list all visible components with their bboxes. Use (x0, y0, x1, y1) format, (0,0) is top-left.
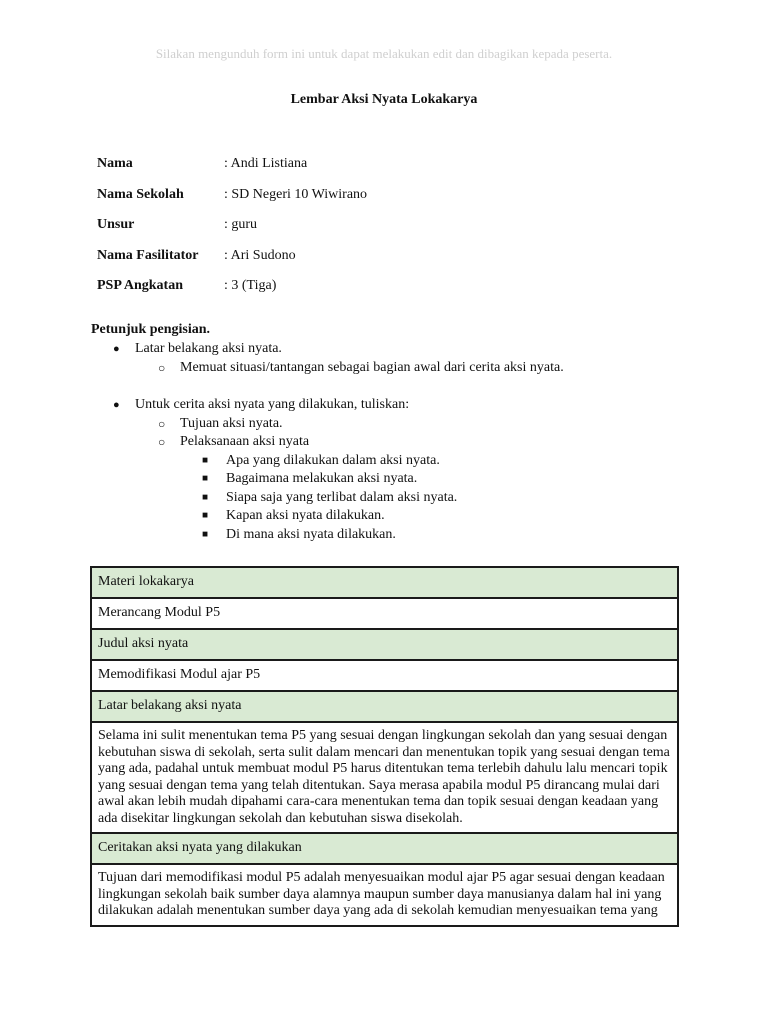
aksi-nyata-form-table (90, 566, 679, 927)
paragraph-line: Selama ini sulit menentukan tema P5 yang sesuai dengan lingkungan sekolah dan yang sesuai dengan (98, 728, 668, 743)
judul-header-cell: Judul aksi nyata (91, 629, 678, 660)
list-item-text: Tujuan aksi nyata. (180, 415, 283, 431)
info-value: : SD Negeri 10 Wiwirano (224, 186, 368, 202)
info-label: Unsur (97, 217, 135, 232)
list-item-text: Pelaksanaan aksi nyata (180, 434, 310, 449)
list-item-text: Memuat situasi/tantangan sebagai bagian awal dari cerita aksi nyata. (180, 359, 564, 375)
latar-header-cell: Latar belakang aksi nyata (91, 691, 678, 722)
list-item (91, 507, 564, 526)
paragraph-line: awal akan lebih mudah dipahami cara-cara menentukan tema dan topik sesuai dengan keadaan yang (98, 794, 659, 809)
info-value: : Andi Listiana (224, 156, 308, 171)
info-row-unsur (97, 217, 367, 248)
judul-value-cell: Memodifikasi Modul ajar P5 (91, 660, 678, 691)
table-row (91, 629, 678, 660)
info-row-nama (97, 156, 367, 187)
square-bullet-icon: ■ (202, 454, 209, 466)
paragraph-line: Tujuan dari memodifikasi modul P5 adalah menyesuaikan modul ajar P5 agar sesuai dengan keadaan (98, 870, 665, 885)
list-item (91, 340, 564, 359)
list-item-text: Latar belakang aksi nyata. (135, 341, 282, 356)
table-row (91, 864, 678, 926)
paragraph-line: ada disekitar lingkungan sekolah dan kebutuhan siswa disekolah. (98, 810, 463, 826)
materi-value-cell: Merancang Modul P5 (91, 598, 678, 629)
list-item-text: Di mana aksi nyata dilakukan. (226, 526, 396, 542)
filled-circle-bullet-icon: ● (113, 343, 120, 355)
square-bullet-icon: ■ (202, 473, 209, 484)
info-label: Nama Sekolah (97, 186, 184, 202)
square-bullet-icon: ■ (202, 528, 209, 540)
info-row-nama-sekolah (97, 187, 367, 218)
hollow-circle-bullet-icon: ○ (158, 360, 166, 375)
table-row (91, 660, 678, 691)
info-row-psp-angkatan (97, 278, 367, 309)
info-label: PSP Angkatan (97, 278, 183, 293)
hollow-circle-bullet-icon: ○ (158, 416, 166, 431)
paragraph-line: dilakukan adalah menentukan sumber daya yang ada di sekolah kemudian menyesuaikan tema yang (98, 903, 658, 918)
instructions-heading: Petunjuk pengisian. (91, 322, 211, 337)
table-row (91, 567, 678, 598)
list-item (91, 470, 564, 489)
list-item-text: Kapan aksi nyata dilakukan. (226, 508, 385, 523)
info-value: : 3 (Tiga) (224, 278, 277, 293)
list-item (91, 433, 564, 452)
list-item (91, 489, 564, 508)
table-row (91, 598, 678, 629)
info-label: Nama (97, 156, 133, 171)
square-bullet-icon: ■ (202, 510, 209, 521)
paragraph-line: yang ada, padahal untuk membuat modul P5 harus ditentukan tema terlebih dahulu lalu mencari topik (98, 761, 668, 776)
list-item (91, 396, 564, 415)
document-title: Lembar Aksi Nyata Lokakarya (290, 92, 478, 107)
table-row (91, 722, 678, 833)
list-item-text: Apa yang dilakukan dalam aksi nyata. (226, 452, 440, 468)
info-row-fasilitator (97, 248, 367, 279)
list-item (91, 359, 564, 378)
cerita-header-cell: Ceritakan aksi nyata yang dilakukan (91, 833, 678, 864)
paragraph-line: kebutuhan siswa di sekolah, serta sulit dalam mencari dan menentukan topik yang sesuai dengan tema (98, 744, 670, 760)
instructions-section (91, 322, 564, 544)
filled-circle-bullet-icon: ● (113, 399, 120, 411)
list-item (91, 452, 564, 471)
hollow-circle-bullet-icon: ○ (158, 435, 166, 449)
list-item (91, 415, 564, 434)
list-item-text: Untuk cerita aksi nyata yang dilakukan, tuliskan: (135, 397, 410, 412)
paragraph-line: yang sesuai dengan tema yang telah ditentukan. Saya merasa apabila modul P5 dirancang mulai dari (98, 777, 660, 793)
identity-section (97, 156, 367, 309)
square-bullet-icon: ■ (202, 491, 209, 503)
paragraph-line: lingkungan sekolah baik sumber daya alamnya maupun sumber daya manusianya dalam hal ini yang (98, 886, 662, 902)
info-value: : Ari Sudono (224, 247, 296, 263)
list-item-text: Siapa saja yang terlibat dalam aksi nyata. (226, 489, 458, 505)
materi-header-cell: Materi lokakarya (91, 567, 678, 598)
info-value: : guru (224, 217, 258, 232)
table-row (91, 691, 678, 722)
info-label: Nama Fasilitator (97, 247, 199, 263)
list-item-text: Bagaimana melakukan aksi nyata. (226, 471, 418, 486)
list-item (91, 526, 564, 545)
cerita-value-cell (91, 864, 678, 926)
latar-value-cell (91, 722, 678, 833)
download-notice: Silakan mengunduh form ini untuk dapat melakukan edit dan dibagikan kepada peserta. (155, 46, 613, 61)
table-row (91, 833, 678, 864)
